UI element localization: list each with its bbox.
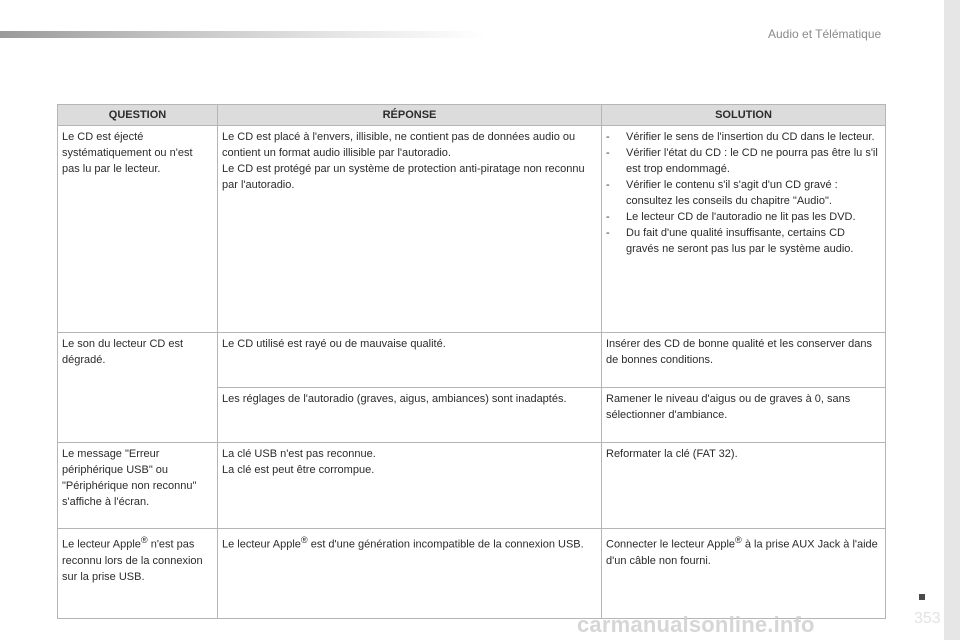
solution-item: - Vérifier l'état du CD : le CD ne pourra pas être lu s'il est trop endommagé. [606, 145, 881, 177]
question-cell: Le son du lecteur CD est dégradé. [58, 333, 218, 443]
answer-cell [218, 443, 602, 529]
troubleshooting-table [57, 104, 886, 619]
solution-cell [602, 529, 886, 619]
answer-cell: Les réglages de l'autoradio (graves, aigus, ambiances) sont inadaptés. [218, 388, 602, 443]
watermark: carmanualsonline.info [577, 612, 815, 637]
solution-cell: Reformater la clé (FAT 32). [602, 443, 886, 529]
answer-line: La clé est peut être corrompue. [222, 464, 375, 476]
solution-cell [602, 126, 886, 333]
answer-cell [218, 529, 602, 619]
answer-text: Le lecteur Apple [222, 538, 301, 551]
question-text: Le lecteur Apple [62, 538, 141, 551]
solution-text: Connecter le lecteur Apple [606, 538, 736, 551]
table-row [58, 333, 886, 388]
table-header-row [58, 105, 886, 126]
solution-cell: Ramener le niveau d'aigus ou de graves à 0, sans sélectionner d'ambiance. [602, 388, 886, 443]
column-header-solution: SOLUTION [602, 105, 886, 126]
registered-mark: ® [140, 535, 148, 545]
page-edge-strip [944, 0, 960, 640]
solution-cell: Insérer des CD de bonne qualité et les conserver dans de bonnes conditions. [602, 333, 886, 388]
answer-line: La clé USB n'est pas reconnue. [222, 448, 376, 460]
solution-item: - Le lecteur CD de l'autoradio ne lit pas les DVD. [606, 209, 881, 225]
column-header-answer: RÉPONSE [218, 105, 602, 126]
solution-item: - Vérifier le sens de l'insertion du CD dans le lecteur. [606, 129, 881, 145]
answer-text: est d'une génération incompatible de la connexion USB. [307, 538, 584, 551]
registered-mark: ® [735, 535, 742, 545]
table-row [58, 443, 886, 529]
answer-line: Le CD est protégé par un système de protection anti-piratage non reconnu par l'autoradio. [222, 163, 585, 191]
table-row [58, 529, 886, 619]
header-gradient-bar [0, 31, 485, 38]
solution-item: - Du fait d'une qualité insuffisante, certains CD gravés ne seront pas lus par le système audio. [606, 225, 881, 257]
table-row [58, 126, 886, 333]
section-title: Audio et Télématique [768, 27, 882, 41]
answer-line: Le CD est placé à l'envers, illisible, ne contient pas de données audio ou contient un format audio illisible par l'autoradio. [222, 131, 576, 159]
page-number: 353 [914, 610, 941, 627]
question-cell [58, 529, 218, 619]
question-cell: Le message "Erreur périphérique USB" ou "Périphérique non reconnu" s'affiche à l'écran. [58, 443, 218, 529]
answer-cell: Le CD utilisé est rayé ou de mauvaise qualité. [218, 333, 602, 388]
end-of-section-mark [919, 594, 925, 600]
answer-cell [218, 126, 602, 333]
registered-mark: ® [300, 535, 308, 545]
solution-item: - Vérifier le contenu s'il s'agit d'un CD gravé : consultez les conseils du chapitre "Audio". [606, 177, 881, 209]
column-header-question: QUESTION [58, 105, 218, 126]
solution-text: à la prise AUX Jack à l'aide d'un câble non fourni. [606, 538, 878, 567]
question-text: n'est pas reconnu lors de la connexion sur la prise USB. [62, 538, 203, 583]
question-cell: Le CD est éjecté systématiquement ou n'est pas lu par le lecteur. [58, 126, 218, 333]
solution-list [606, 129, 881, 257]
